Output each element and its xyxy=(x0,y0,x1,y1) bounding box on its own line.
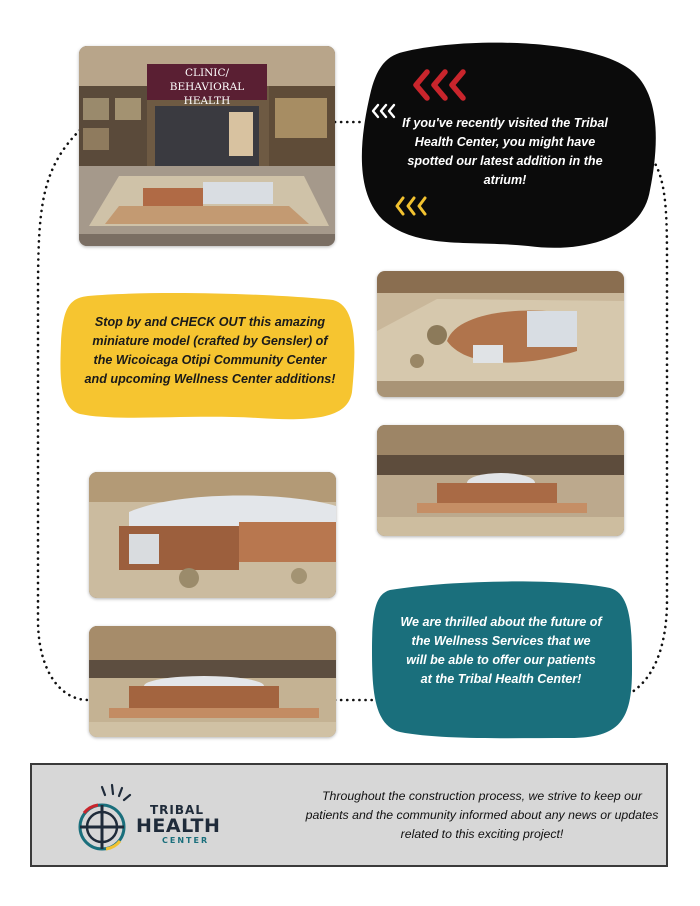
clinic-sign: CLINIC/ BEHAVIORAL HEALTH xyxy=(169,67,245,107)
model-text: Stop by and CHECK OUT this amazing miniature model (crafted by Gensler) of the Wicoicaga Otipi Community Center and upcoming Wellness Center additions! xyxy=(84,315,336,386)
logo-tribal: TRIBAL xyxy=(150,803,204,817)
chevron-left-icon xyxy=(393,196,433,216)
photo-model-angle xyxy=(89,472,336,598)
logo-health: HEALTH xyxy=(136,815,221,837)
photo-clinic-atrium xyxy=(79,46,335,246)
logo-center: CENTER xyxy=(162,836,210,845)
future-text: We are thrilled about the future of the Wellness Services that we will be able to offer our patients at the Tribal Health Center! xyxy=(400,615,602,686)
tribal-health-logo-icon xyxy=(72,783,138,853)
footer-box xyxy=(30,763,668,867)
chevron-left-icon xyxy=(370,103,400,119)
photo-model-overview xyxy=(377,271,624,397)
intro-text: If you've recently visited the Tribal Health Center, you might have spotted our latest addition in the atrium! xyxy=(402,116,608,187)
footer-message: Throughout the construction process, we strive to keep our patients and the community informed about any news or updates related to this exciting project! xyxy=(305,789,659,841)
chevron-left-icon xyxy=(411,69,475,101)
photo-model-long xyxy=(89,626,336,737)
photo-model-front xyxy=(377,425,624,536)
